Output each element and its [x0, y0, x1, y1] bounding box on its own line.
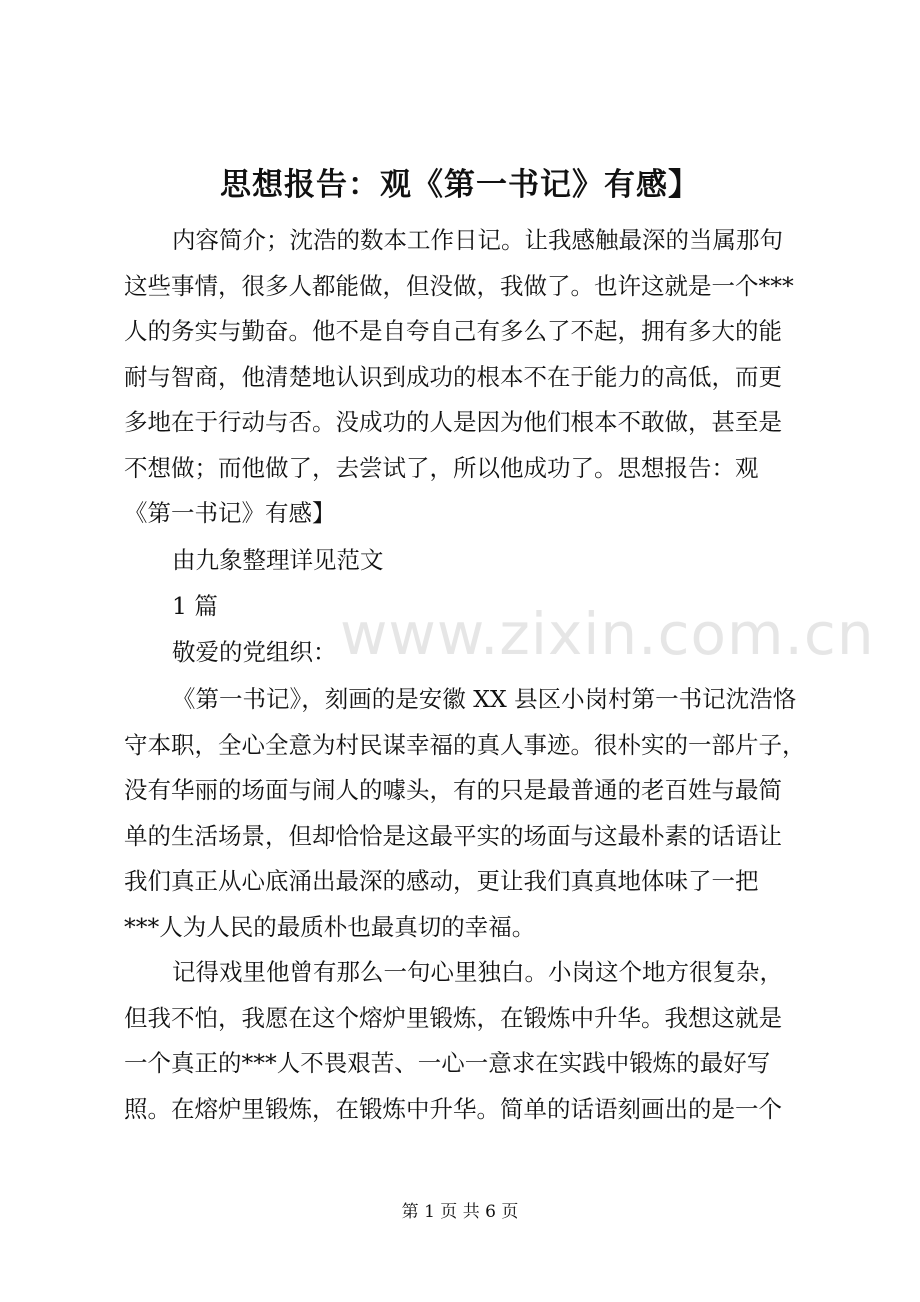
text-line: 人的务实与勤奋。他不是自夸自己有多么了不起，拥有多大的能: [124, 317, 782, 345]
text-line: 我们真正从心底涌出最深的感动，更让我们真真地体味了一把: [124, 867, 759, 895]
intro-paragraph: [124, 218, 814, 537]
paragraph-1: [124, 677, 814, 950]
document-title: 思想报告：观《第一书记》有感】: [220, 167, 700, 203]
text-line: 不想做；而他做了，去尝试了，所以他成功了。思想报告：观: [124, 453, 759, 482]
text-line: 守本职，全心全意为村民谋幸福的真人事迹。很朴实的一部片子，: [124, 730, 806, 759]
text-line: 《第一书记》，刻画的是安徽 XX 县区小岗村第一书记沈浩恪: [172, 685, 797, 713]
page-footer: 第 1 页 共 6 页: [401, 1202, 519, 1222]
text-line: ***人为人民的最质朴也最真切的幸福。: [124, 912, 536, 941]
text-line: 照。在熔炉里锻炼，在锻炼中升华。简单的话语刻画出的是一个: [124, 1094, 782, 1123]
paragraph-2: [124, 950, 814, 1132]
text-line: 单的生活场景，但却恰恰是这最平实的场面与这最朴素的话语让: [124, 821, 782, 850]
text-line: 这些事情，很多人都能做，但没做，我做了。也许这就是一个***: [124, 271, 794, 300]
salutation: [124, 630, 814, 676]
text-line: 1 篇: [172, 592, 218, 620]
text-line: 《第一书记》有感】: [124, 499, 336, 527]
text-line: 但我不怕，我愿在这个熔炉里锻炼，在锻炼中升华。我想这就是: [124, 1003, 782, 1032]
count-line: [124, 584, 814, 630]
text-line: 一个真正的***人不畏艰苦、一心一意求在实践中锻炼的最好写: [124, 1049, 771, 1077]
text-line: 多地在于行动与否。没成功的人是因为他们根本不敢做，甚至是: [124, 408, 782, 436]
text-line: 耐与智商，他清楚地认识到成功的根本不在于能力的高低，而更: [124, 362, 782, 391]
text-line: 没有华丽的场面与闹人的噱头，有的只是最普通的老百姓与最简: [124, 776, 782, 804]
text-line: 敬爱的党组织：: [172, 638, 337, 666]
text-line: 记得戏里他曾有那么一句心里独白。小岗这个地方很复杂，: [172, 958, 783, 986]
watermark: www.zixin.com.cn: [340, 600, 875, 668]
text-line: 由九象整理详见范文: [172, 546, 384, 574]
text-line: 内容简介；沈浩的数本工作日记。让我感触最深的当属那句: [172, 226, 783, 254]
source-line: [124, 538, 814, 584]
